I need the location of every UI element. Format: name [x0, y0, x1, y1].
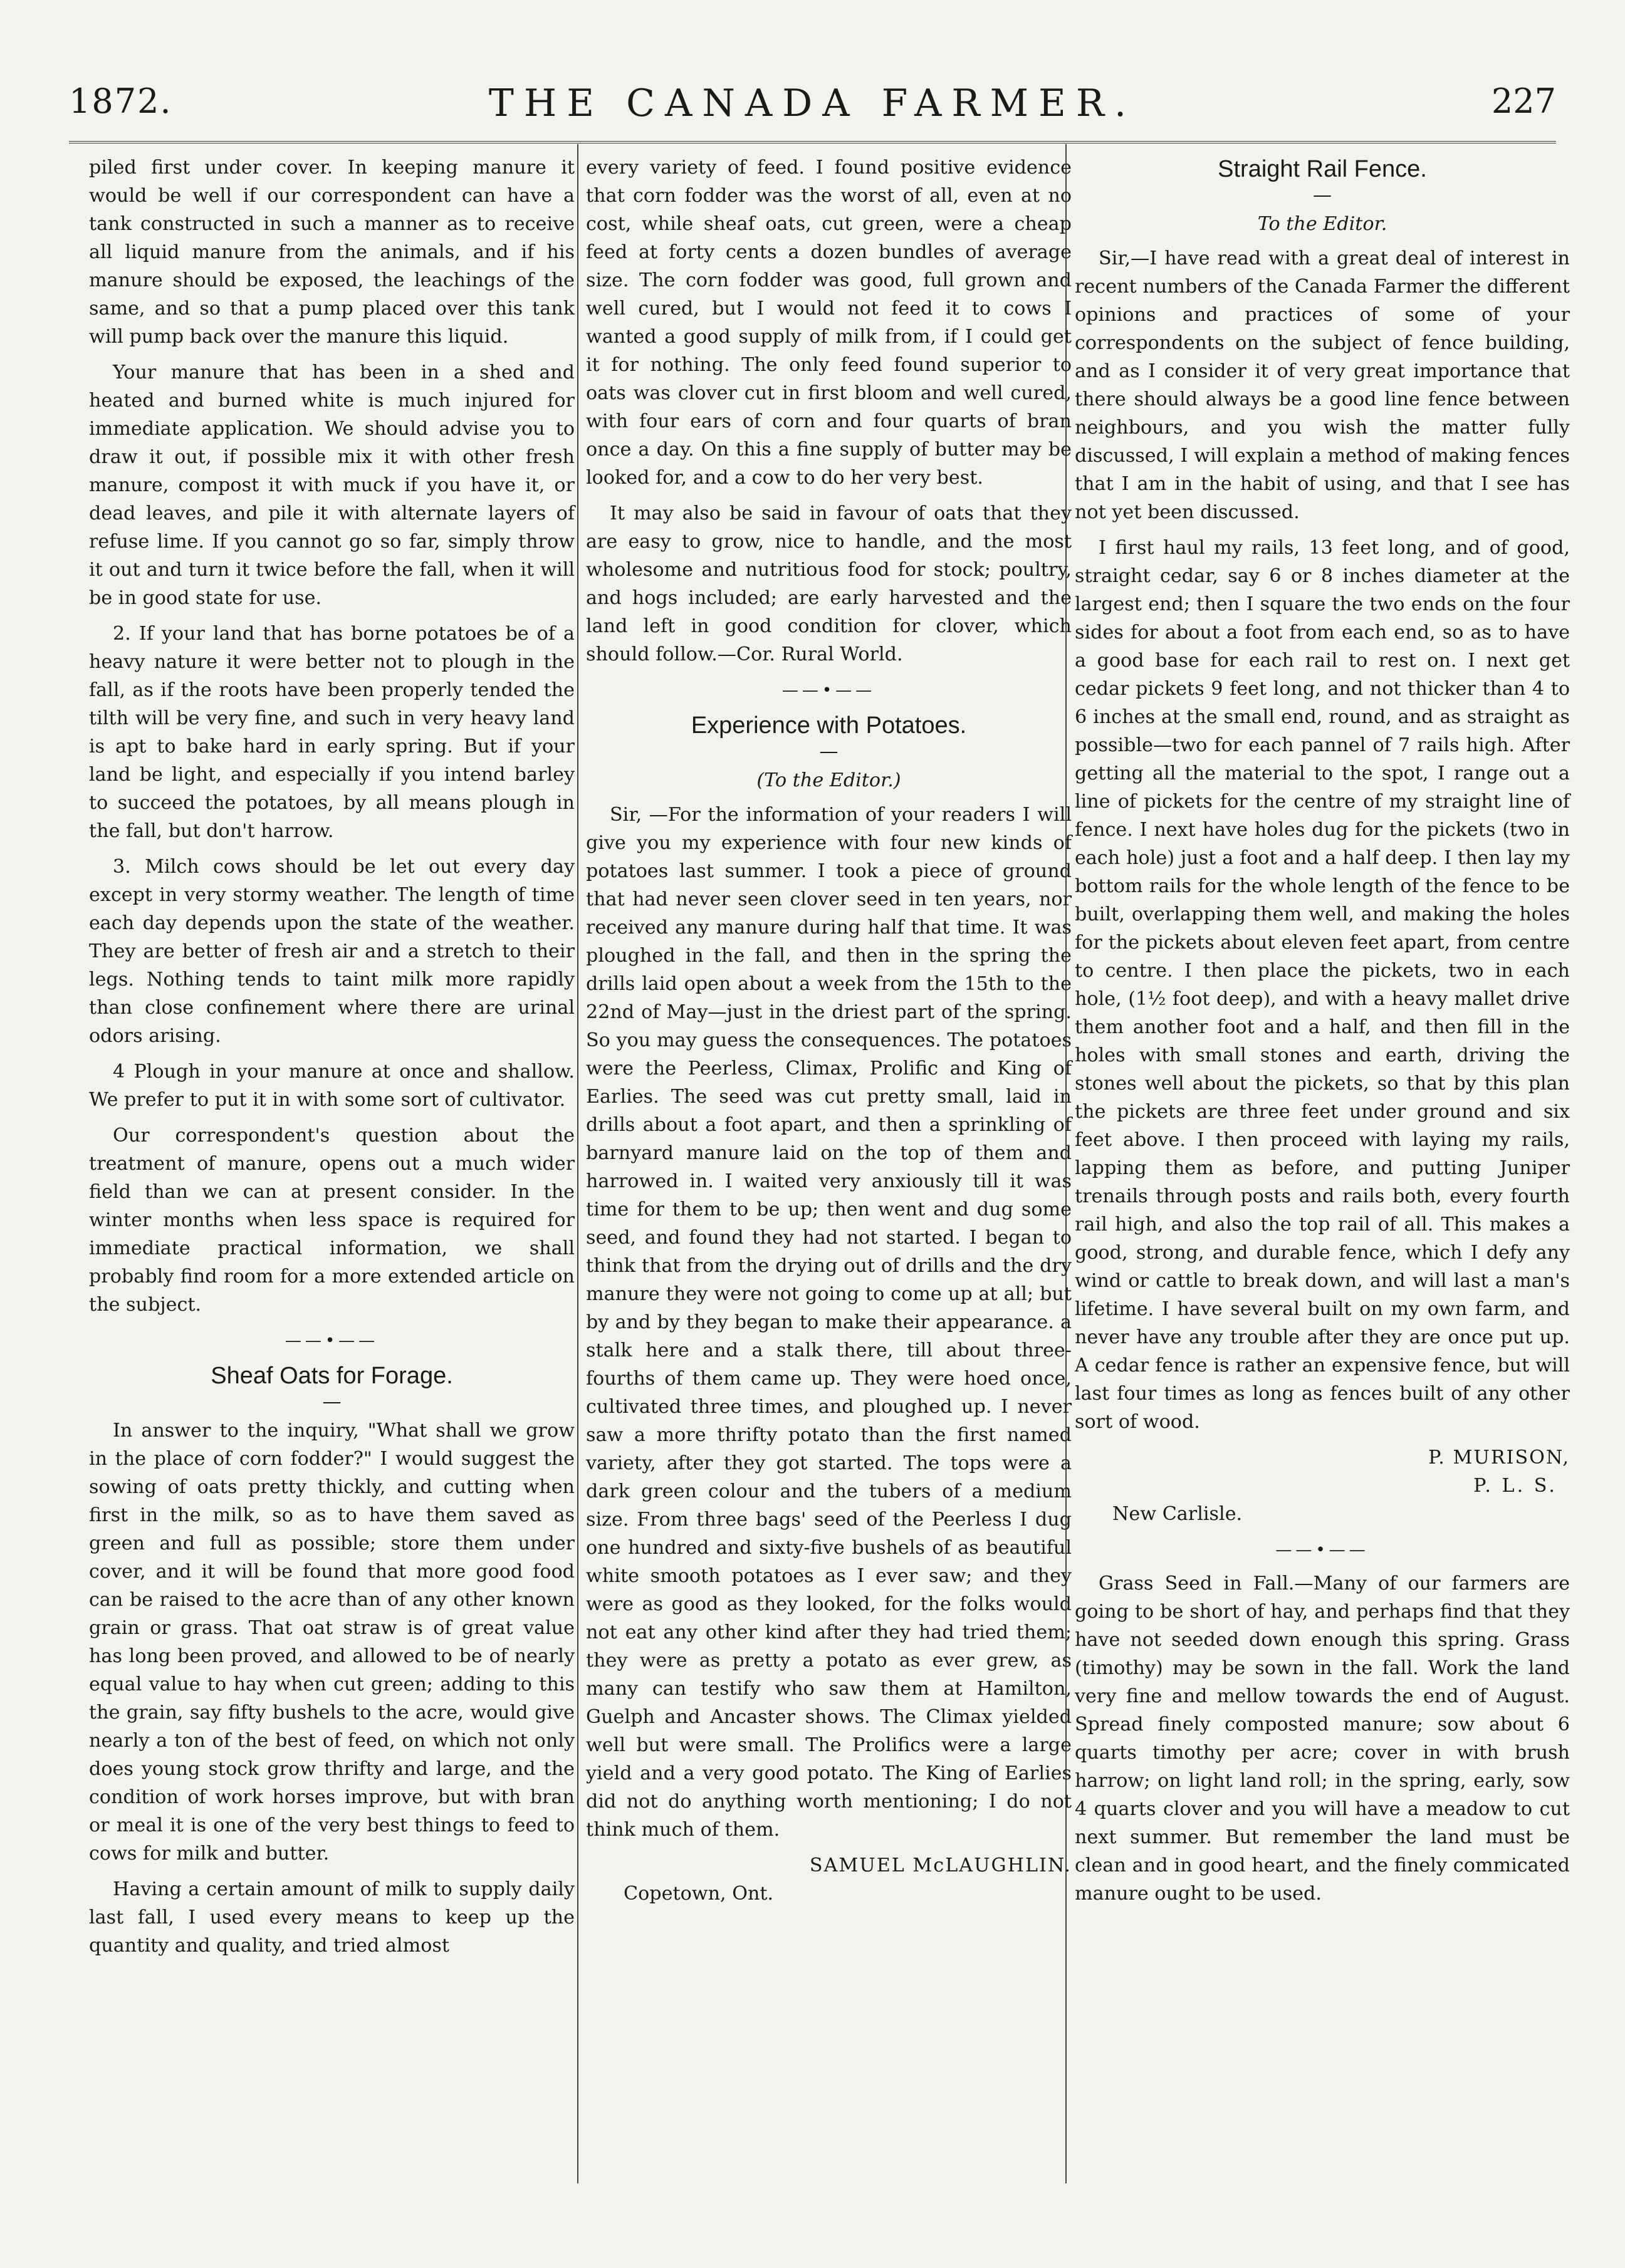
- to-the-editor: (To the Editor.): [756, 769, 901, 791]
- article-heading: Sheaf Oats for Forage.: [211, 1363, 453, 1389]
- heading-dash: —: [819, 741, 839, 762]
- column-3: [1075, 153, 1570, 1915]
- paragraph: It may also be said in favour of oats that they are easy to grow, nice to handle, and the most wholesome and nutritious food for stock; poultry, and hogs included; are early harvested and the land left in good condition for clover, which should follow.—Cor. Rural World.: [586, 502, 1072, 665]
- paragraph: 4 Plough in your manure at once and shallow. We prefer to put it in with some sort of cultivator.: [89, 1061, 575, 1111]
- paragraph: piled first under cover. In keeping manure it would be well if our correspondent can have a tank constructed in such a manner as to receive all liquid manure from the animals, and if his manure should be exposed, the leachings of the same, and so that a pump placed over this tank will pump back over the manure this liquid.: [89, 157, 575, 348]
- masthead-title: THE CANADA FARMER.: [488, 81, 1137, 125]
- header-year: 1872.: [69, 81, 172, 121]
- paragraph: Sir,—I have read with a great deal of interest in recent numbers of the Canada Farmer the different opinions and practices of some of your correspondents on the subject of fence building, and as I consider it of very great importance that there should always be a good line fence between neighbours, and you wish the matter fully discussed, I will explain a method of making fences that I am in the habit of using, and that I see has not yet been discussed.: [1075, 247, 1570, 523]
- signature: SAMUEL McLAUGHLIN.: [809, 1854, 1072, 1876]
- page-header: [69, 81, 1556, 138]
- paragraph: 2. If your land that has borne potatoes be of a heavy nature it were better not to plough in the fall, as if the roots have been properly tended the tilth will be very fine, and such in very heavy land is apt to bake hard in early spring. But if your land be light, and especially if you intend barley to succeed the potatoes, by all means plough in the fall, but don't harrow.: [89, 623, 575, 842]
- signature-place: Copetown, Ont.: [624, 1883, 774, 1905]
- column-2: [586, 153, 1072, 1913]
- to-the-editor: To the Editor.: [1257, 213, 1387, 235]
- section-divider: ——•——: [781, 681, 876, 700]
- section-divider: ——•——: [1275, 1541, 1369, 1559]
- article-heading: Straight Rail Fence.: [1218, 156, 1427, 182]
- column-1: [89, 153, 575, 1967]
- paragraph: Our correspondent's question about the treatment of manure, opens out a much wider field than we can at present consider. In the winter months when less space is required for immediate practical information, we shall probably find room for a more extended article on the subject.: [89, 1125, 575, 1316]
- heading-dash: —: [322, 1391, 342, 1413]
- page-number: 227: [1491, 81, 1556, 121]
- paragraph: Grass Seed in Fall.—Many of our farmers are going to be short of hay, and perhaps find that they have not seeded down enough this spring. Grass (timothy) may be sown in the fall. Work the land very fine and mellow towards the end of August. Spread finely composted manure; sow about 6 quarts timothy per acre; cover in with brush harrow; on light land roll; in the spring, early, sow 4 quarts clover and you will have a meadow to cut next summer. But remember the land must be clean and in good heart, and the finely commicated manure ought to be used.: [1075, 1573, 1570, 1905]
- signature-title: P. L. S.: [1473, 1475, 1557, 1497]
- article-heading: Experience with Potatoes.: [691, 712, 967, 739]
- paragraph: Sir, —For the information of your readers I will give you my experience with four new kinds of potatoes last summer. I took a piece of ground that had never seen clover seed in ten years, nor received any manure during half that time. It was ploughed in the fall, and then in the spring the drills laid open about a week from the 15th to the 22nd of May—just in the driest part of the spring. So you may guess the consequences. The potatoes were the Peerless, Climax, Prolific and King of Earlies. The seed was cut pretty small, laid in drills about a foot apart, and then a sprinkling of barnyard manure laid on the top of them and harrowed in. I waited very anxiously till it was time for them to be up; then went and dug some seed, and found they had not started. I began to think that from the drying out of drills and the dry manure they were not going to come up at all; but by and by they began to make their appearance. a stalk here and a stalk there, till about three-fourths of them came up. They were hoed once, cultivated three times, and ploughed up. I never saw a more thrifty potato than the first named variety, after they got started. The tops were a dark green colour and the tubers of a medium size. From three bags' seed of the Peerless I dug one hundred and sixty-five bushels of as beautiful white smooth potatoes as I ever saw; and they were as good as they looked, for the folks would not eat any other kind after they had tried them; they were as pretty a potato as ever grew, as many can testify who saw them at Hamilton, Guelph and Ancaster shows. The Climax yielded well but were small. The Prolifics were a large yield and a very good potato. The King of Earlies did not do anything worth mentioning; I do not think much of them.: [586, 804, 1072, 1841]
- heading-dash: —: [1313, 184, 1332, 206]
- section-divider: ——•——: [285, 1331, 379, 1350]
- header-rule: [69, 141, 1556, 143]
- paragraph: Having a certain amount of milk to supply daily last fall, I used every means to keep up the quantity and quality, and tried almost: [89, 1878, 575, 1957]
- paragraph: In answer to the inquiry, "What shall we grow in the place of corn fodder?" I would suggest the sowing of oats pretty thickly, and cutting when first in the milk, so as to have them saved as green and full as possible; store them under cover, and it will be found that more good food can be raised to the acre than of any other known grain or grass. That oat straw is of great value has long been proved, and allowed to be of nearly equal value to hay when cut green; adding to this the grain, say fifty bushels to the acre, would give nearly a ton of the best of feed, on which not only does young stock grow thrifty and large, and the condition of work horses improve, but with bran or meal it is one of the very best things to feed to cows for milk and butter.: [89, 1420, 575, 1865]
- paragraph: every variety of feed. I found positive evidence that corn fodder was the worst of all, even at no cost, while sheaf oats, cut green, were a cheap feed at forty cents a dozen bundles of average size. The corn fodder was good, full grown and well cured, but I would not feed it to cows I wanted a good supply of milk from, if I could get it for nothing. The only feed found superior to oats was clover cut in first bloom and well cured, with four ears of corn and four quarts of bran once a day. On this a fine supply of butter may be looked for, and a cow to do her very best.: [586, 157, 1072, 489]
- column-rule: [577, 144, 578, 2183]
- paragraph: Your manure that has been in a shed and heated and burned white is much injured for immediate application. We should advise you to draw it out, if possible mix it with other fresh manure, compost it with muck if you have it, or dead leaves, and pile it with alternate layers of refuse lime. If you cannot go so far, simply throw it out and turn it twice before the fall, when it will be in good state for use.: [89, 362, 575, 609]
- paragraph: I first haul my rails, 13 feet long, and of good, straight cedar, say 6 or 8 inches diameter at the largest end; then I square the two ends on the four sides for about a foot from each end, so as to have a good base for each rail to rest on. I next get cedar pickets 9 feet long, and not thicker than 4 to 6 inches at the small end, round, and as straight as possible—two for each pannel of 7 rails high. After getting all the material to the spot, I range out a line of pickets for the centre of my straight line of fence. I next have holes dug for the pickets (two in each hole) just a foot and a half deep. I then lay my bottom rails for the whole length of the fence to be built, overlapping them well, and making the holes for the pickets about eleven feet apart, from centre to centre. I then place the pickets, two in each hole, (1½ foot deep), and with a heavy mallet drive them another foot and a half, and then fill in the holes with small stones and earth, driving the stones well about the pickets, so that by this plan the pickets are three feet under ground and six feet above. I then proceed with laying my rails, lapping them as before, and putting Juniper trenails through posts and rails both, every fourth rail high, and also the top rail of all. This makes a good, strong, and durable fence, which I defy any wind or cattle to break down, and will last a man's lifetime. I have several built on my own farm, and never have any trouble after they are once put up. A cedar fence is rather an expensive fence, but will last four times as long as fences built of any other sort of wood.: [1075, 537, 1570, 1433]
- signature-place: New Carlisle.: [1112, 1503, 1243, 1525]
- paragraph: 3. Milch cows should be let out every day except in very stormy weather. The length of time each day depends upon the state of the weather. They are better of fresh air and a stretch to their legs. Nothing tends to taint milk more rapidly than close confinement where there are urinal odors arising.: [89, 856, 575, 1047]
- signature: P. MURISON,: [1428, 1447, 1570, 1469]
